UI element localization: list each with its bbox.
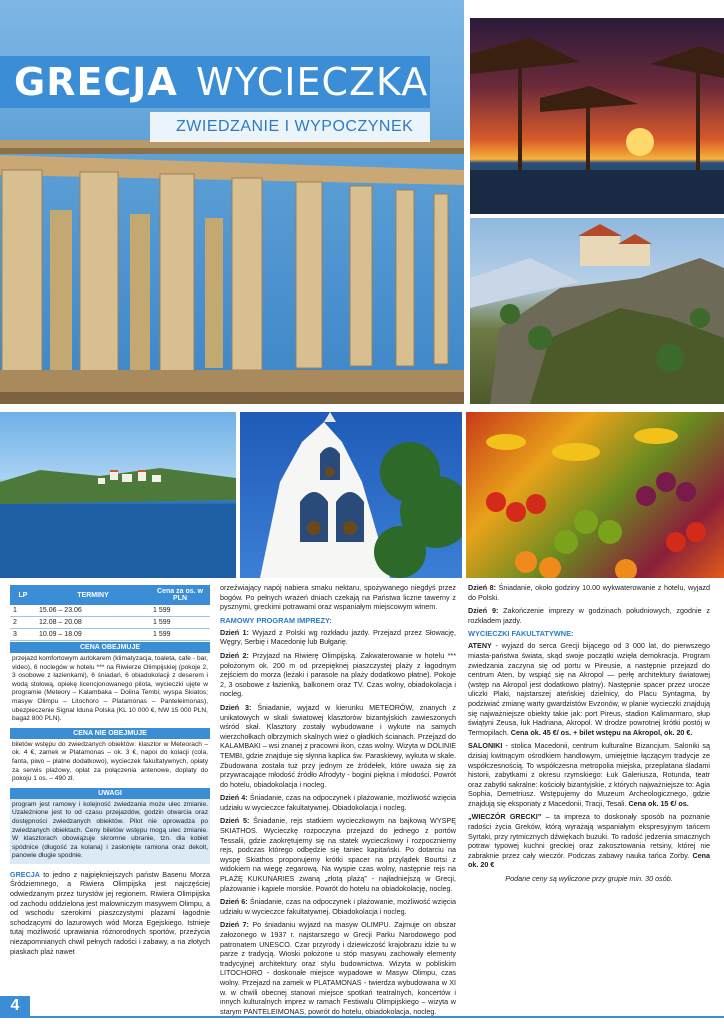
row-lp: 2 <box>10 617 36 629</box>
optional-heading: WYCIECZKI FAKULTATYWNE: <box>468 629 574 639</box>
dates-price-table <box>10 585 210 641</box>
intro-continued: orzeźwiający napój nabiera smaku nektaru, spożywanego niegdyś przez bogów. Po pełnych wrażeń dniach czekają na Państwa liczne tawerny z pysznymi, greckimi potrawami oraz wspaniałym miejscowym winem. <box>220 583 456 612</box>
info-column <box>10 585 210 960</box>
day-text: Wyjazd z Polski wg rozkładu jazdy. Przejazd przez Słowację, Węgry, Serbię i Macedonię lub Bułgarię. <box>220 627 456 647</box>
day-label: Dzień 8: <box>468 583 497 592</box>
athens-name: ATENY <box>468 641 492 651</box>
athens-text: - wyjazd do serca Grecji bijącego od 3 000 lat, do pierwszego miasta-państwa świata, skąd swoje początki wzięła demokracja. Program zwiedzania zaczyna się od portu w Pireusie, a następnie przejazd do centrum Aten, by wspiąć się na Akropol — perłę architektury światowej (wstęp na Akropol jest dodatkowo płatny). Następnie spacer przez urocze uliczki Plaki, najstarszej ateńskiej dzielnicy, do Placu Syntagma, by podziwiać zmianę warty gwardzistów Evzonów, w planie wycieczki znajdują się najważniejsze obiekty takie jak: port Pireus, stadion Kalimarmaro, słup świątyni Zeusa, łuk Hadriana, Akropol. W drodze powrotnej krótki postój w Termopilach. <box>468 641 710 737</box>
included-heading: CENA OBEJMUJE <box>10 642 210 653</box>
excluded-heading: CENA NIE OBEJMUJE <box>10 728 210 739</box>
saloniki-paragraph <box>468 741 710 808</box>
day-label: Dzień 9: <box>468 606 499 616</box>
day-label: Dzień 1: <box>220 627 249 637</box>
sunset-illustration <box>470 18 724 214</box>
page-subtitle: ZWIEDZANIE I WYPOCZYNEK <box>176 118 414 135</box>
athens-paragraph <box>468 641 710 737</box>
white-chapel-photo <box>240 412 462 578</box>
row-price: 1 599 <box>150 617 210 629</box>
saloniki-text: - stolica Macedonii, centrum kulturalne Bizancjum. Saloniki są dzisiaj kwitnącym ośrodkiem handlowym, umiejętnie łączącym tradycje ze współczesnością. To współczesna metropolia miejska, przeplatana śladami historii, zabytkami z okresu rzymskiego: Łuk Galeriusza, Rotunda, teatr oraz zabytki sakralne: kościoły bizantyjskie, z których najważniejsze to: Agia Sophia, Demetriusz. Wstępujemy do Muzeum Archeologicznego, gdzie znajdują się eksponaty z Macedonii, Tracji, Tesali. <box>468 741 710 808</box>
evening-name: „WIECZÓR GRECKI” <box>468 812 542 822</box>
day-label: Dzień 2: <box>220 650 249 660</box>
day-text: Śniadanie, rejs statkiem wycieczkowym na bajkową WYSPĘ SKIATHOS. Wycieczkę rozpoczyna przejazd do jednego z portów Tessalii, gdzie zaokrętujemy się na statek wycieczkowy i rozpoczniemy rejs, podczas którego odbędzie się taniec kapitański. Po dotarciu na wyspę Skiathos proponujemy krótki spacer na przylądek Bourtsi z widokiem na wiegę zegarową. Na wyspie czas wolny, następnie rejs na PLAŻĘ KUKUNARIES zwaną „złotą plażą” - najładniejszą w Grecji, plażowanie i kąpiele morskie. Powrót do hotelu na obiadokolację, nocleg. <box>220 816 457 893</box>
day-item <box>220 920 456 1016</box>
header-price: Cena za os. w PLN <box>150 585 210 605</box>
header-dates: TERMINY <box>36 585 150 605</box>
day-item <box>220 897 456 916</box>
table-row <box>10 605 210 617</box>
day-text: Po śniadaniu wyjazd na masyw OLIMPU. Zajmuje on obszar założonego w 1937 r. najstarszego w Grecji Parku Narodowego pod patronatem UNESCO. Czar przyrody i dziewiczość krajobrazu idzie tu w parze z tradycją. Wioski położone u stóp masywu zachowały elementy tradycyjnej architektury oraz stylu budownictwa. Wizyta w pobliskim LITOCHORO - doskonałe miejsce wypadowe w Masyw Olimpu, czas wolny. Przejazd na zamek w PLATAMONAS - twierdza wybudowana w XI w. w chwili obecnej stanowi miejsce spotkań teatralnych, koncertów i innych kulturalnych imprez w ramach Festiwalu Olimpijskiego – wizyta w starym PANTELEIMONAS, powrót do hotelu, obiadokolacja, nocleg. <box>220 920 456 1016</box>
day-item <box>220 793 456 812</box>
chapel-illustration <box>240 412 462 578</box>
day-text: Zakończenie imprezy w godzinach południowych, zgodnie z rozkładem jazdy. <box>468 606 710 625</box>
day-label: Dzień 3: <box>220 702 252 712</box>
day-text: Śniadanie, około godziny 10.00 wykwaterowanie z hotelu, wyjazd do Polski. <box>468 583 711 602</box>
athens-price: Cena ok. 45 €/ os. + bilet wstępu na Akropol, ok. 20 €. <box>510 727 693 737</box>
fruit-market-photo <box>466 412 724 578</box>
day-item <box>220 628 456 647</box>
day-item <box>468 606 710 625</box>
table-row <box>10 629 210 641</box>
day-text: Śniadanie, wyjazd w kierunku METEORÓW, znanych z unikatowych w skali światowej klasztorów bizantyjskich zawieszonych wśród skał. Klasztory zostały wybudowane i wykute na samych wierzchołkach olbrzymich skalnych wież o gładkich ścianach. Przejazd do KALAMBAKI – wsi znanej z pracowni ikon, czas wolny. Wizyta w DOLINIE TEMBI, gdzie znajduje się słynna kaplica św. Paraskiewy, wykuta w skale. Zbudowana została tuż przy jednym ze źródełek, które uważa się za przywracające młodość źródło Afrodyty - bogini piękna i młodości. Powrót do hotelu, obiadokolacja i nocleg. <box>220 702 457 789</box>
row-lp: 1 <box>10 605 36 617</box>
saloniki-name: SALONIKI <box>468 741 503 751</box>
price-footnote: Podane ceny są wyliczone przy grupie min. 30 osób. <box>505 874 673 884</box>
day-text: Śniadanie, czas na odpoczynek i plażowanie, możliwość wzięcia udziału w wycieczce fakultatywnej. Obiadokolacja i nocleg. <box>220 793 457 812</box>
table-header-row <box>10 585 210 605</box>
fruit-illustration <box>466 412 724 578</box>
footer-rule <box>30 1016 724 1018</box>
day-label: Dzień 7: <box>220 920 249 930</box>
intro-keyword: GRECJA <box>10 869 40 879</box>
saloniki-price: Cena ok. 15 €/ os. <box>628 798 689 808</box>
title-tour: WYCIECZKA <box>196 60 429 104</box>
meteora-monastery-photo <box>470 218 724 404</box>
notes-heading: UWAGI <box>10 788 210 799</box>
header-lp: LP <box>10 585 36 605</box>
excursions-column <box>468 583 710 888</box>
page-number: 4 <box>10 997 20 1014</box>
day-label: Dzień 5: <box>220 816 250 826</box>
meteora-illustration <box>470 218 724 404</box>
day-item <box>220 816 456 893</box>
included-text: przejazd komfortowym autokarem (klimatyzacja, toaleta, cafe - bar, video), 6 noclegów w hotelu *** na Riwierze Olimpijskiej (pokoje 2, 3 osobowe z łazienkami), 6 śniadań, 6 obiadokolacji z deserem i wodą stołową, opiekę licencjonowanego pilota, wycieczki ujęte w programie (Meteory – Kalambaka – Dolina Tembi; wyspa Skiatos; masyw Olimpu – Litochoro – Platamonas – Panteleimonas), ubezpieczenie Signal Iduna Polska (KL 10 000 €, NW 15 000 PLN, bagaż 800 PLN). <box>12 655 208 723</box>
excluded-text: biletów wstępu do zwiedzanych obiektów: klasztor w Meteorach – ok. 4 €, zamek w Platamonas – ok. 3 €, napoi do kolacji (cola, fanta, piwo – płatne dodatkowo), wycieczek fakultatywnych, opłaty za serwis plażowy, opłat za połączenia antenowe, doplaty do pokoju 1 os. – 490 zł. <box>12 740 208 783</box>
row-lp: 3 <box>10 629 36 641</box>
evening-price: Cena ok. 20 € <box>468 850 711 870</box>
sunset-umbrellas-photo <box>470 18 724 214</box>
row-dates: 10.09 – 18.09 <box>36 629 150 641</box>
day-item <box>220 703 456 789</box>
program-heading: RAMOWY PROGRAM IMPREZY: <box>220 615 332 625</box>
day-item <box>468 583 710 602</box>
intro-paragraph <box>10 870 210 956</box>
day-text: Śniadanie, czas na odpoczynek i plażowanie, możliwość wzięcia udziału w wycieczce fakultatywnej. Obiadokolacja i nocleg. <box>220 897 457 916</box>
program-column <box>220 583 456 1020</box>
day-text: Przyjazd na Riwierę Olimpijską. Zakwaterowanie w hotelu *** położonym ok. 200 m od przepięknej piaszczystej plaży z łagodnym zejściem do morza (leżaki i parasole na plaży dodatkowo płatne). Pokoje 2, 3 osobowe z łazienką, balkonem oraz TV. Czas wolny, obiadokolacja i nocleg. <box>220 650 457 699</box>
day-label: Dzień 4: <box>220 793 248 803</box>
notes-text: program jest ramowy i kolejność zwiedzania może ulec zmianie. Uzależnione jest to od czasu przejazdów, godzin otwarcia oraz dostępności zwiedzanych obiektów. Pilot nie oprowadza po zwiedzanych obiektach. Ceny biletów wstępu mogą ulec zmianie. W klasztorach obowiązuje skromne ubranie, tzn. dla kobiet spódnice (długość za kolana) i zasłonięte ramiona oraz dekolt, panowie długie spodnie. <box>10 799 210 864</box>
table-row <box>10 617 210 629</box>
row-dates: 15.06 – 23.06 <box>36 605 150 617</box>
row-dates: 12.08 – 20.08 <box>36 617 150 629</box>
intro-text: to jedno z najpiękniejszych państw Basenu Morza Śródziemnego, a Riwiera Olimpijska jest najczęściej odwiedzanym przez turystów jej regionem. Riwiera Olimpijska od zachodu oddzielona jest malowniczym masywem Olimpu, a od wschodu szerokimi piaszczystymi plażami łagodnie schodzącymi do lazurowych wód Morza Egejskiego. Istnieje tutaj możliwość uprawiania różnorodnych sportów, przeżycia niezapomnianych chwil pełnych radości i zabawy, a na złotych piaskach plaż nawet <box>10 869 210 956</box>
day-label: Dzień 6: <box>220 897 248 907</box>
row-price: 1 599 <box>150 629 210 641</box>
day-item <box>220 651 456 699</box>
evening-text: – ta impreza to doskonały sposób na poznanie radości życia Greków, którą wyrażają wspaniałym ekspresyjnym tańcem Syrtaki, przy rytmicznych dźwiękach buzuki. To radość jedzenia smacznych potraw typowej kuchni greckiej oraz zakosztowania retsiny, której nie zabraknie przez cały wieczór. Podczas zabawy nauka tańca Zorby. <box>468 812 710 860</box>
island-coast-photo <box>0 412 236 578</box>
title-country: GRECJA <box>14 60 178 104</box>
evening-paragraph <box>468 812 710 870</box>
coast-illustration <box>0 412 236 578</box>
row-price: 1 599 <box>150 605 210 617</box>
